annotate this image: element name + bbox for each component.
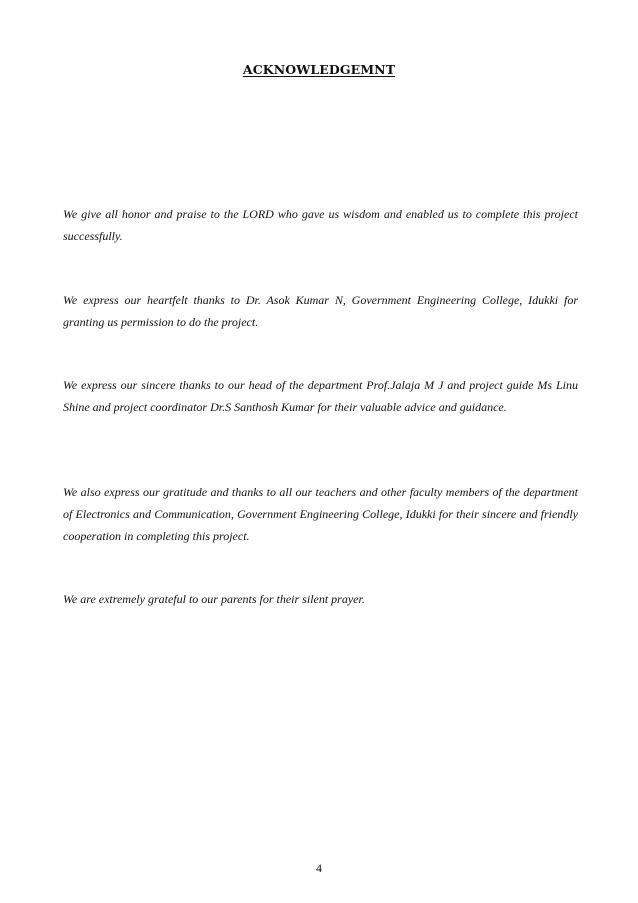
page-number: 4 bbox=[316, 861, 322, 875]
page-title: ACKNOWLEDGEMNT bbox=[242, 62, 396, 77]
paragraph-thanks-principal: We express our heartfelt thanks to Dr. Asok Kumar N, Government Engineering College, Idukki for granting us permission to do the project. bbox=[63, 293, 578, 329]
paragraph-thanks-parents: We are extremely grateful to our parents for their silent prayer. bbox=[63, 592, 365, 606]
paragraph-thanks-lord: We give all honor and praise to the LORD who gave us wisdom and enabled us to complete this project successfully. bbox=[63, 207, 578, 243]
paragraph-thanks-department: We express our sincere thanks to our head of the department Prof.Jalaja M J and project guide Ms Linu Shine and project coordinator Dr.S Santhosh Kumar for their valuable advice and guidance. bbox=[63, 378, 578, 414]
paragraph-thanks-faculty: We also express our gratitude and thanks to all our teachers and other faculty members of the department of Electronics and Communication, Government Engineering College, Idukki for their sincere and friendly cooperation in completing this project. bbox=[63, 485, 578, 543]
